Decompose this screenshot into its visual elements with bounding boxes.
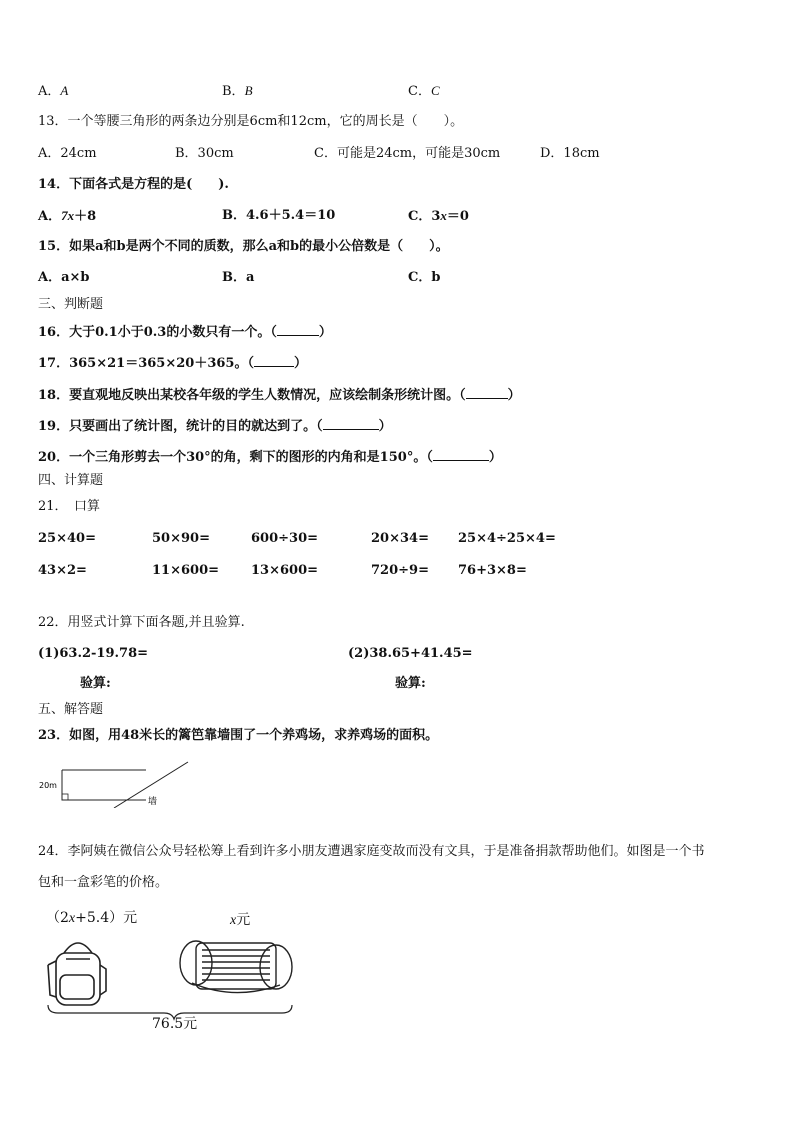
q15-option-b: B．a bbox=[222, 270, 255, 285]
q20-question: 20．一个三角形剪去一个30°的角，剩下的图形的内角和是150°。（ ） bbox=[38, 446, 502, 467]
q13-question: 13．一个等腰三角形的两条边分别是6cm和12cm，它的周长是（ ）。 bbox=[38, 114, 464, 129]
wall-label: 墙 bbox=[148, 797, 158, 807]
q17-question: 17．365×21＝365×20＋365。（ ） bbox=[38, 352, 307, 373]
right-angle-mark bbox=[62, 794, 68, 800]
q21-item: 76+3×8= bbox=[458, 563, 527, 578]
q21-title: 21． 口算 bbox=[38, 499, 101, 514]
q21-item: 13×600= bbox=[251, 563, 319, 578]
q15-option-a: A．a×b bbox=[38, 270, 90, 285]
q13-option-d: D．18cm bbox=[540, 146, 600, 161]
q21-item: 50×90= bbox=[152, 531, 210, 546]
q14-question: 14．下面各式是方程的是( ). bbox=[38, 177, 229, 192]
section-heading-calculation: 四、计算题 bbox=[38, 473, 104, 488]
q15-option-c: C．b bbox=[408, 270, 441, 285]
q17-answer-blank[interactable] bbox=[254, 352, 294, 367]
q14-option-a: A．7x＋8 bbox=[38, 208, 97, 224]
q16-answer-blank[interactable] bbox=[277, 321, 319, 336]
marker-pens-icon bbox=[180, 941, 292, 993]
q14-option-b: B．4.6＋5.4＝10 bbox=[222, 208, 336, 223]
q20-answer-blank[interactable] bbox=[433, 446, 489, 461]
bag-price-label: （2x+5.4）元 bbox=[46, 910, 138, 926]
q24-question-line1: 24．李阿姨在微信公众号轻松筹上看到许多小朋友遭遇家庭变故而没有文具，于是准备捐款帮助他们。如图是一个书 bbox=[38, 844, 705, 859]
q19-answer-blank[interactable] bbox=[323, 415, 379, 430]
q21-item: 25×40= bbox=[38, 531, 96, 546]
q18-answer-blank[interactable] bbox=[466, 384, 508, 399]
section-heading-judgement: 三、判断题 bbox=[38, 297, 104, 312]
section-heading-solution: 五、解答题 bbox=[38, 702, 104, 717]
q21-item: 720÷9= bbox=[371, 563, 429, 578]
q13-option-b: B．30cm bbox=[175, 146, 234, 161]
q14-option-c: C．3x＝0 bbox=[408, 208, 469, 224]
q23-question: 23．如图，用48米长的篱笆靠墙围了一个养鸡场，求养鸡场的面积。 bbox=[38, 728, 439, 743]
q13-option-c: C．可能是24cm，可能是30cm bbox=[314, 146, 501, 161]
backpack-icon bbox=[48, 943, 106, 1005]
q12-option-a: A．A bbox=[38, 83, 69, 99]
q16-question: 16．大于0.1小于0.3的小数只有一个。（ ） bbox=[38, 321, 332, 342]
q22-title: 22．用竖式计算下面各题,并且验算. bbox=[38, 615, 245, 630]
q22-check-2: 验算: bbox=[395, 676, 426, 691]
q23-figure bbox=[36, 758, 196, 808]
q22-problem-1: (1)63.2-19.78= bbox=[38, 646, 149, 661]
q21-item: 20×34= bbox=[371, 531, 429, 546]
q21-item: 43×2= bbox=[38, 563, 87, 578]
q15-question: 15．如果a和b是两个不同的质数，那么a和b的最小公倍数是（ ）。 bbox=[38, 239, 449, 254]
q22-check-1: 验算: bbox=[80, 676, 111, 691]
q18-question: 18．要直观地反映出某校各年级的学生人数情况，应该绘制条形统计图。（ ） bbox=[38, 384, 521, 405]
side-length-label: 20m bbox=[39, 781, 57, 790]
q21-item: 11×600= bbox=[152, 563, 220, 578]
q21-item: 600÷30= bbox=[251, 531, 319, 546]
q19-question: 19．只要画出了统计图，统计的目的就达到了。（ ） bbox=[38, 415, 392, 436]
q13-option-a: A．24cm bbox=[38, 146, 97, 161]
total-price-label: 76.5元 bbox=[152, 1016, 198, 1032]
q12-option-b: B．B bbox=[222, 83, 253, 99]
q21-item: 25×4÷25×4= bbox=[458, 531, 556, 546]
q24-question-line2: 包和一盒彩笔的价格。 bbox=[38, 875, 169, 890]
pen-price-label: x元 bbox=[230, 912, 251, 928]
q12-option-c: C．C bbox=[408, 83, 440, 99]
q22-problem-2: (2)38.65+41.45= bbox=[348, 646, 473, 661]
